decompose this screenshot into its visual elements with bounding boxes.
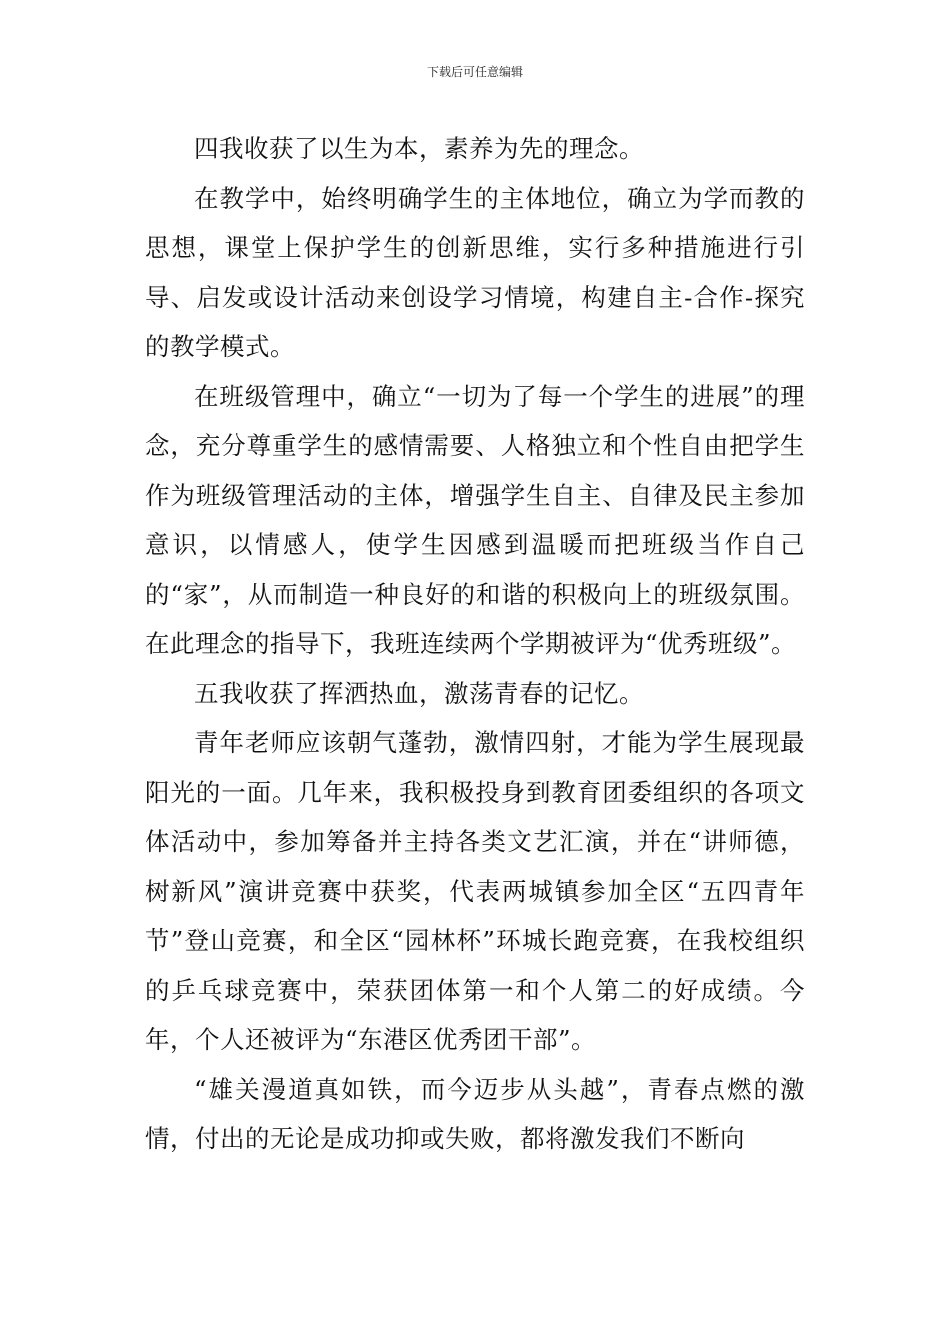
paragraph-class-management: 在班级管理中，确立“一切为了每一个学生的进展”的理念，充分尊重学生的感情需要、人格独立和个性自由把学生作为班级管理活动的主体，增强学生自主、自律及民主参加意识，以情感人，使学生因感到温暖而把班级当作自己的“家”，从而制造一种良好的和谐的积极向上的班级氛围。在此理念的指导下，我班连续两个学期被评为“优秀班级”。 <box>145 381 805 658</box>
paragraph-teaching: 在教学中，始终明确学生的主体地位，确立为学而教的思想，课堂上保护学生的创新思维，实行多种措施进行引导、启发或设计活动来创设学习情境，构建自主-合作-探究的教学模式。 <box>145 183 805 361</box>
paragraph-closing-quote: “雄关漫道真如铁，而今迈步从头越”，青春点燃的激情，付出的无论是成功抑或失败，都将激发我们不断向 <box>145 1074 805 1153</box>
document-body <box>145 124 805 1164</box>
page-header: 下载后可任意编辑 <box>426 65 523 79</box>
paragraph-youth-activities: 青年老师应该朝气蓬勃，激情四射，才能为学生展现最阳光的一面。几年来，我积极投身到教育团委组织的各项文体活动中，参加筹备并主持各类文艺汇演，并在“讲师德，树新风”演讲竞赛中获奖，代表两城镇参加全区“五四青年节”登山竞赛，和全区“园林杯”环城长跑竞赛，在我校组织的乒乓球竞赛中，荣获团体第一和个人第二的好成绩。今年，个人还被评为“东港区优秀团干部”。 <box>145 728 805 1054</box>
paragraph-section-five-heading: 五我收获了挥洒热血，激荡青春的记忆。 <box>194 678 644 708</box>
paragraph-section-four-heading: 四我收获了以生为本，素养为先的理念。 <box>194 134 644 163</box>
